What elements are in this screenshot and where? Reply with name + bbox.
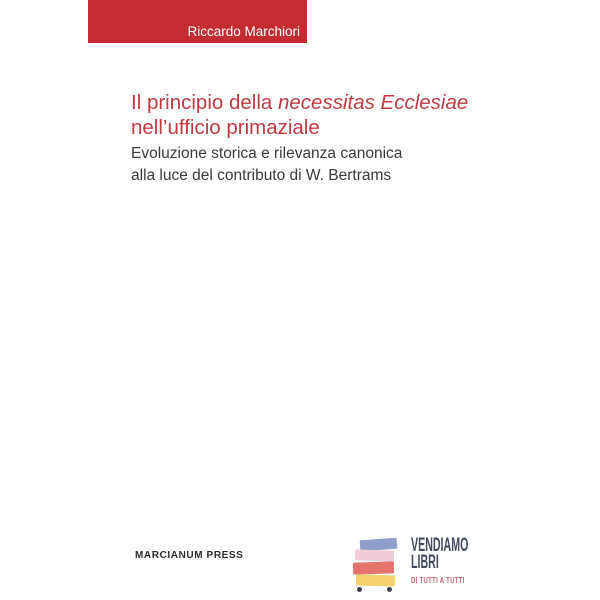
author-name: Riccardo Marchiori bbox=[187, 24, 300, 39]
publisher-imprint: MARCIANUM PRESS bbox=[135, 550, 244, 561]
title-regular-text: Il principio della bbox=[131, 91, 278, 114]
book-title bbox=[131, 90, 468, 140]
book-spine-pink-icon bbox=[355, 549, 394, 561]
vendor-name-line-2: LIBRI bbox=[411, 552, 439, 573]
book-spine-yellow-icon bbox=[356, 574, 395, 586]
book-cart-icon bbox=[350, 537, 408, 595]
cart-wheel-right-icon bbox=[387, 587, 392, 592]
vendor-name bbox=[411, 537, 468, 571]
title-line-2: nell’ufficio primaziale bbox=[131, 116, 320, 139]
cart-wheel-left-icon bbox=[357, 587, 362, 592]
title-italic-text: necessitas Ecclesiae bbox=[278, 91, 469, 114]
book-subtitle bbox=[131, 143, 402, 187]
subtitle-line-1: Evoluzione storica e rilevanza canonica bbox=[131, 145, 403, 162]
vendor-name-line-1: VENDIAMO bbox=[411, 535, 469, 556]
vendor-text-block bbox=[411, 535, 513, 585]
vendor-tagline: DI TUTTI A TUTTI bbox=[411, 576, 465, 585]
author-banner bbox=[88, 0, 307, 43]
book-spine-coral-icon bbox=[353, 561, 394, 574]
vendiamo-libri-logo bbox=[350, 537, 525, 595]
title-line-1 bbox=[131, 90, 468, 115]
subtitle-line-2: alla luce del contributo di W. Bertrams bbox=[131, 167, 392, 184]
